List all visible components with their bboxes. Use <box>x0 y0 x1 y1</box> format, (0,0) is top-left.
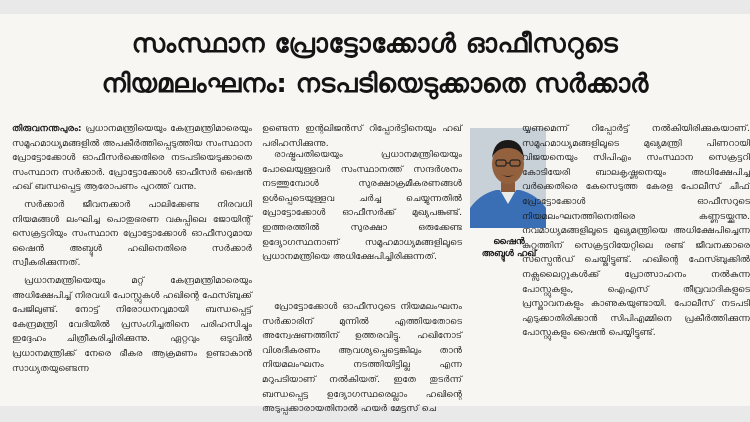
article-paragraph: പ്രധാനമന്ത്രിയെയും മറ്റ് കേന്ദ്രമന്ത്രിമാരെയും അധിക്ഷേപിച്ച് നിരവധി പോസ്റ്റുകൾ ഹഖിന്റെ ഫേസ്ബുക്ക് പേജിലുണ്ട്. നോട്ട് നിരോധനവുമായി ബന്ധപ്പെട്ട് കേന്ദ്രമന്ത്രി വേദിയിൽ പ്രസംഗിച്ചതിനെ പരിഹസിച്ചും ഇദ്ദേഹം ചിത്രീകരിച്ചിരിക്കുന്നു. ഏറ്റവും ഒടുവിൽ പ്രധാനമന്ത്രിക്ക് നേരെ ഭീകര ആക്രമണം ഉണ്ടാകാൻ സാധ്യതയുണ്ടെന്ന <box>12 274 252 374</box>
article-column-1 <box>12 122 252 384</box>
caption-last-name: അബ്ദുൾ ഹഖ് <box>481 249 537 259</box>
dateline: തിരുവനന്തപുരം: <box>12 123 82 134</box>
article-paragraph: തിരുവനന്തപുരം: പ്രധാനമന്ത്രിയെയും കേന്ദ്രമന്ത്രിമാരെയും സമൂഹമാധ്യമങ്ങളിൽ അപകീർത്തിപ്പെടുത്തിയ സംസ്ഥാന പ്രോട്ടോക്കോൾ ഓഫീസർക്കെതിരെ നടപടിയെടുക്കാതെ സംസ്ഥാന സർക്കാർ. പ്രോട്ടോക്കോൾ ഓഫീസർ ഷൈൻ ഹഖ് ബന്ധപ്പെട്ട ആരോപണം പുറത്ത് വന്നു. <box>12 123 252 193</box>
headline <box>0 24 750 104</box>
article-column-2-bottom <box>262 300 462 415</box>
article-column-2-mid <box>262 148 462 296</box>
article-paragraph: ഉണ്ടെന്ന ഇന്റലിജൻസ് റിപ്പോർട്ടിനെയും ഹഖ് പരിഹസിക്കുന്നു. <box>262 123 462 149</box>
article-paragraph: പ്രോട്ടോക്കോൾ ഓഫീസറുടെ നിയമലംഘനം സർക്കാരിന് മുന്നിൽ എത്തിയതോടെ അന്വേഷണത്തിന് ഉത്തരവിട്ടു. ഹഖിനോട് വിശദീകരണം ആവശ്യപ്പെട്ടെങ്കിലും താൻ നിയമലംഘനം നടത്തിയിട്ടില്ല എന്ന മറുപടിയാണ് നൽകിയത്. ഇതേ തുടർന്ന് ബന്ധപ്പെട്ട ഉദ്യോഗസ്ഥരെല്ലാം ഹഖിന്റെ അടുപ്പക്കാരായതിനാൽ ഹയർ മേട്ടസ് ചെ <box>262 301 462 415</box>
article-paragraph: സർക്കാർ ജീവനക്കാർ പാലിക്കേണ്ട നിരവധി നിയമങ്ങൾ ലംഘിച്ച പൊതുഭരണ വകുപ്പിലെ ജോയിന്റ് സെക്രട്ടറിയും സംസ്ഥാന പ്രോട്ടോക്കോൾ ഓഫീസറുമായ ഷൈൻ അബ്ദുൾ ഹഖിനെതിരെ സർക്കാർ സ്വീകരിക്കുന്നത്. <box>12 198 252 269</box>
article-column-3 <box>522 122 750 384</box>
article-paragraph: യ്യണമെന്ന് റിപ്പോർട്ട് നൽകിയിരിക്കുകയാണ്. സമൂഹമാധ്യമങ്ങളിലൂടെ മുഖ്യമന്ത്രി പിണറായി വിജയനെയും സിപിഎം സംസ്ഥാന സെക്രട്ടറി കോടിയേരി ബാലകൃഷ്ണനെയും അധിക്ഷേപിച്ച വർക്കെതിരെ കേസെടുത്ത കേരള പോലീസ് ചീഫ് പ്രോട്ടോക്കോൾ ഓഫീസറുടെ നിയമലംഘനത്തിനെതിരെ കണ്ണടയ്ക്കുന്നു. നവമാധ്യമങ്ങളിലൂടെ മുഖ്യമന്ത്രിയെ അധിക്ഷേപിച്ചെന്ന കുറ്റത്തിന് സെക്രട്ടറിയേറ്റിലെ രണ്ട് ജീവനക്കാരെ സസ്പെൻഡ് ചെയ്തിട്ടുണ്ട്. ഹഖിന്റെ ഫേസ്ബുക്കിൽ നക്സലൈറ്റുകൾക്ക് പ്രോത്സാഹനം നൽകുന്ന പോസ്റ്റുകളും, ഐഎസ് തീവ്രവാദികളുടെ പ്രസ്താവനകളും കാണുകയുണ്ടായി. പോലീസ് നടപടി എടുക്കാതിരിക്കാൻ സിപിഎമ്മിനെ പ്രകീർത്തിക്കുന്ന പോസ്റ്റുകളും ഷൈൻ പെയ്യിട്ടുണ്ട്. <box>522 123 750 339</box>
article-paragraph: രാഷ്ട്രപതിയെയും പ്രധാനമന്ത്രിയെയും പോലെയുള്ളവർ സംസ്ഥാനത്ത് സന്ദർശനം നടത്തുമ്പോൾ സുരക്ഷാക്രമീകരണങ്ങൾ ഉൾപ്പെടെയുള്ളവ ചർച്ച ചെയ്യുന്നതിൽ പ്രോട്ടോക്കോൾ ഓഫീസർക്ക് മുഖ്യപങ്കുണ്ട്. ഇത്തരത്തിൽ സുരക്ഷാ ഒരുക്കേണ്ട ഉദ്യോഗസ്ഥനാണ് സമൂഹമാധ്യമങ്ങളിലൂടെ പ്രധാനമന്ത്രിയെ അധിക്ഷേപിച്ചിരിക്കുന്നത്. <box>262 149 462 263</box>
headline-line-2: നിയമലംഘനം: നടപടിയെടുക്കാതെ സർക്കാർ <box>101 69 649 99</box>
caption-first-name: ഷൈൻ <box>493 237 525 247</box>
headline-line-1: സംസ്ഥാന പ്രോട്ടോക്കോൾ ഓഫീസറുടെ <box>131 29 619 59</box>
